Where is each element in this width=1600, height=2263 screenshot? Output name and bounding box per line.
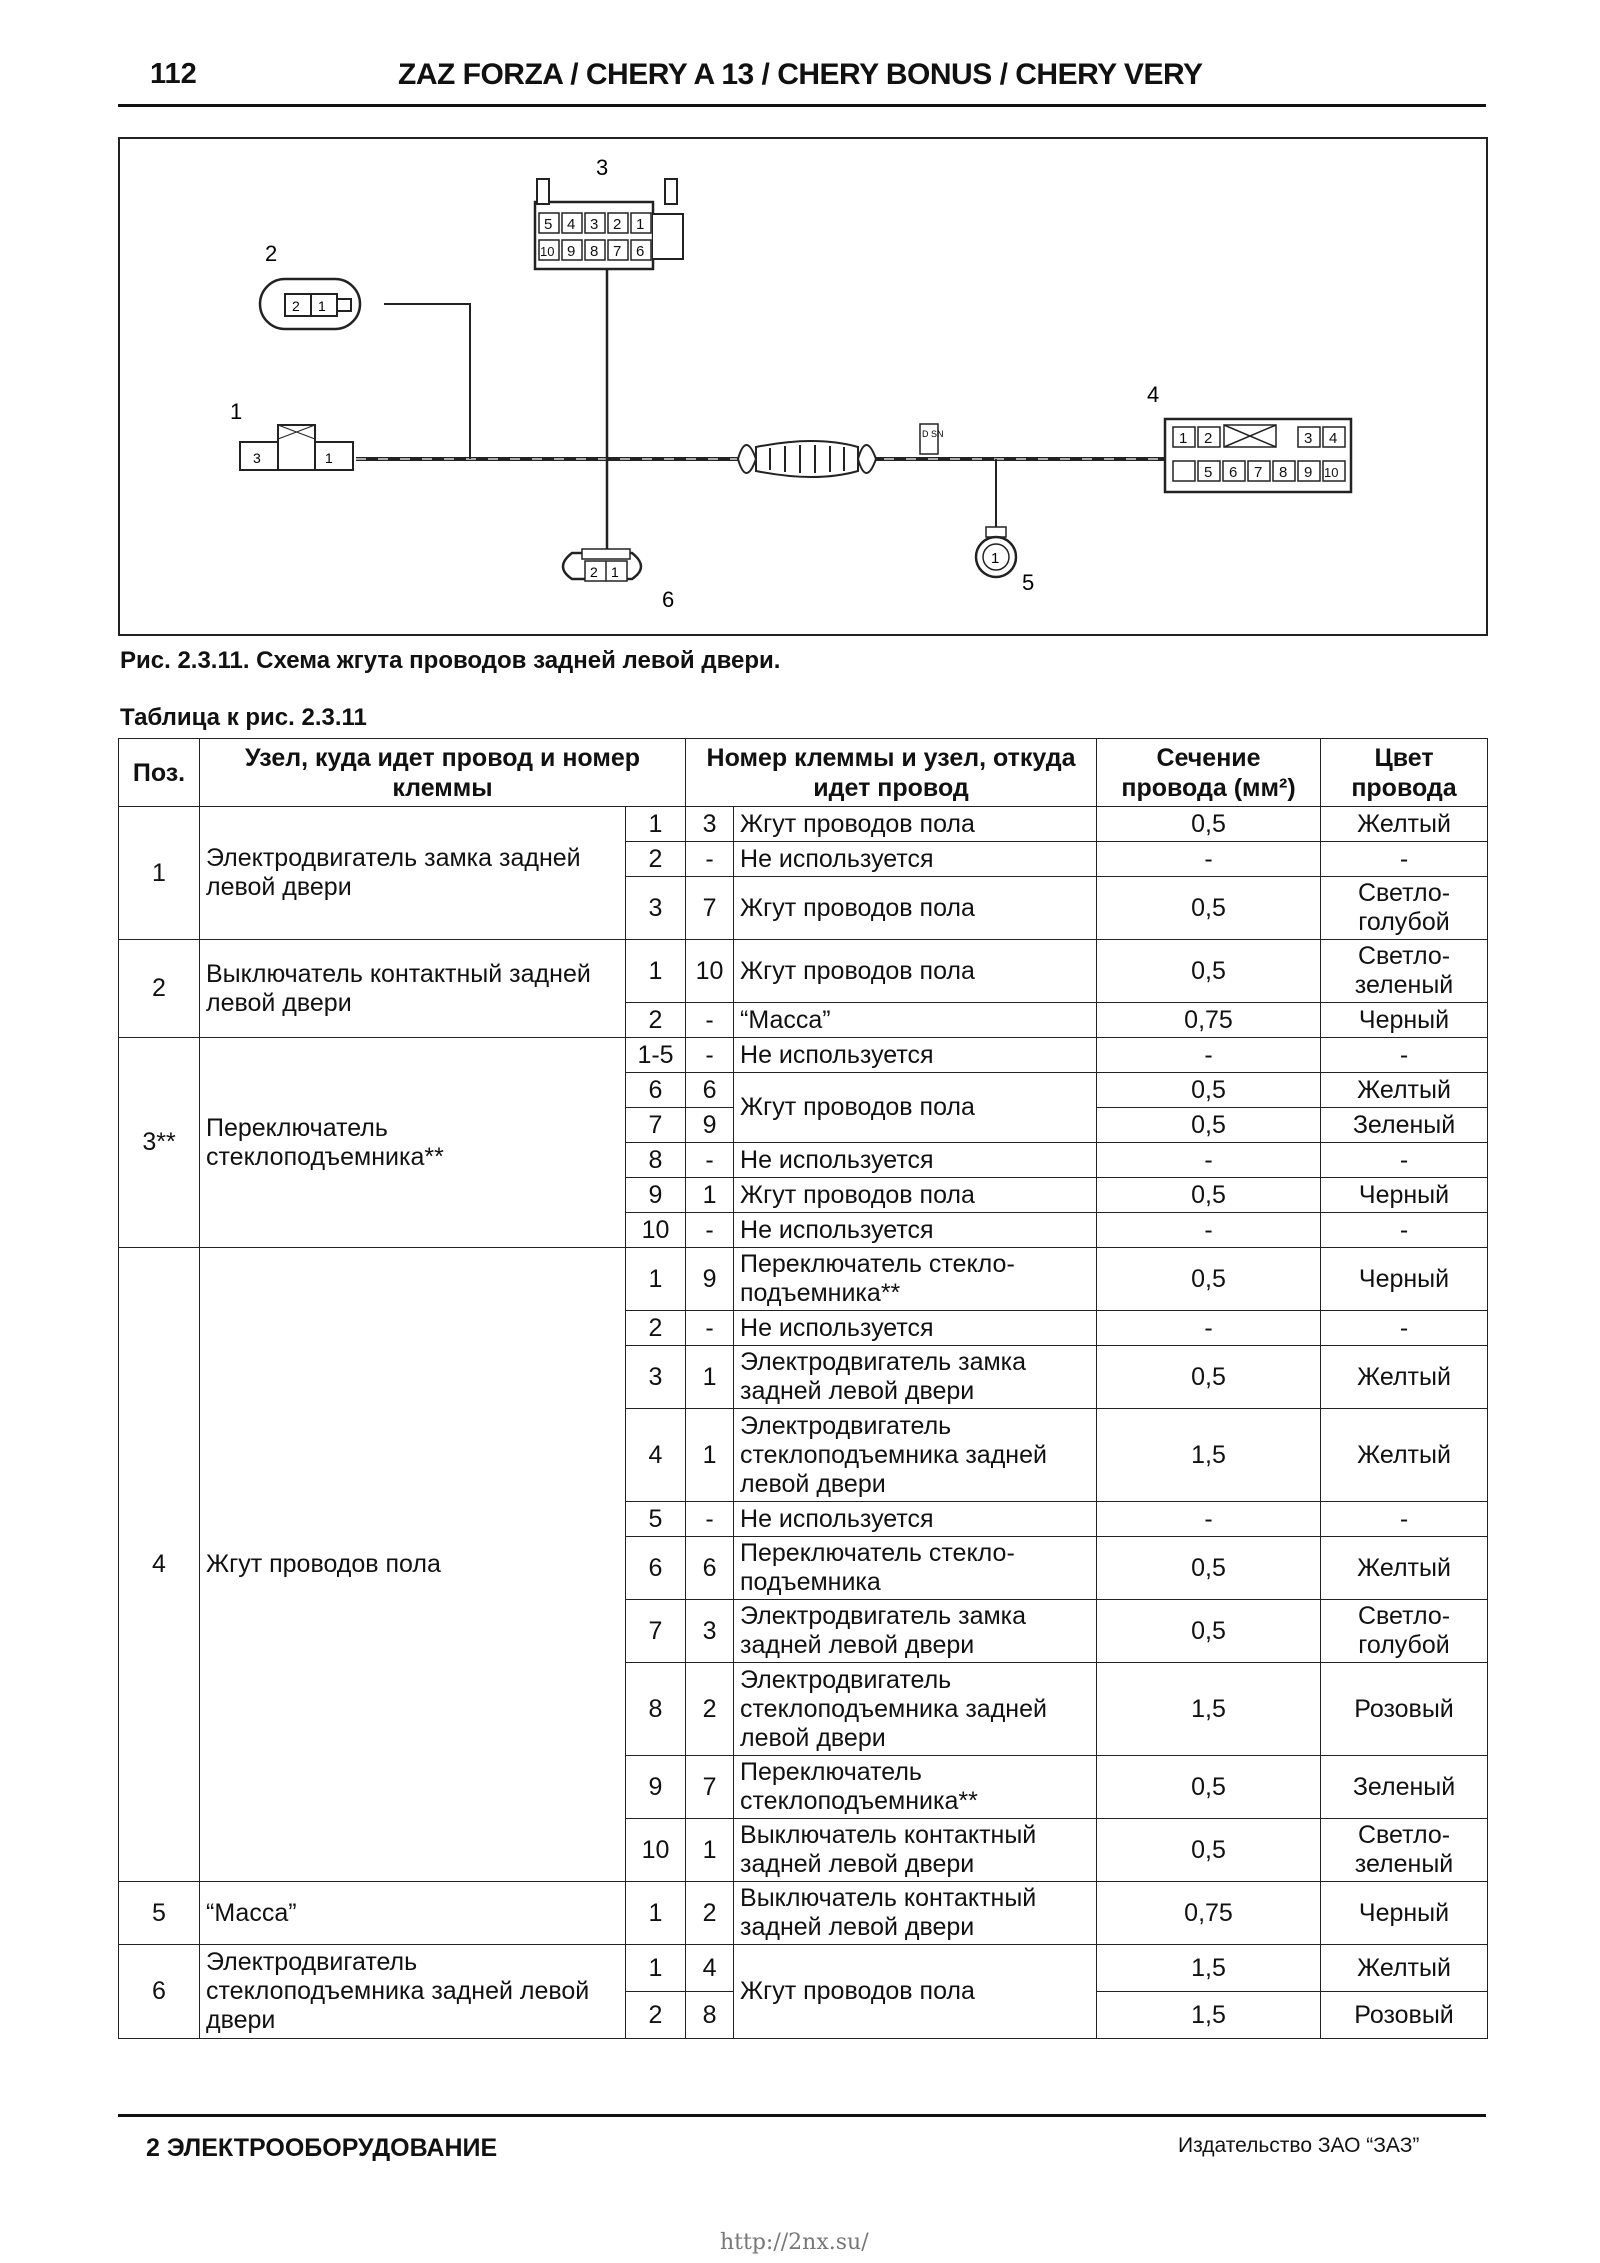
cell-color: - [1321, 1502, 1488, 1537]
cell-source-terminal: - [686, 1213, 734, 1248]
header-section: Сечение провода (мм²) [1097, 739, 1321, 807]
c4-pin: 1 [1179, 430, 1188, 447]
c4-pin: 3 [1304, 430, 1313, 447]
c3-pin: 2 [613, 216, 622, 233]
cell-color: Розовый [1321, 1992, 1488, 2039]
cell-terminal: 2 [626, 1992, 686, 2039]
section-title: 2 ЭЛЕКТРООБОРУДОВАНИЕ [146, 2134, 498, 2162]
cell-source-terminal: 3 [686, 1600, 734, 1663]
connector-1 [240, 425, 353, 470]
cell-from: Жгут проводов пола [734, 940, 1097, 1003]
connector-6-pin-a: 2 [590, 564, 598, 580]
connector-6 [563, 549, 641, 581]
c3-pin: 7 [613, 243, 622, 260]
cell-terminal: 10 [626, 1213, 686, 1248]
cell-source-terminal: 1 [686, 1346, 734, 1409]
cell-terminal: 1 [626, 940, 686, 1003]
connector-4 [1165, 419, 1351, 492]
header-from: Номер клеммы и узел, откуда идет провод [686, 739, 1097, 807]
cell-color: Черный [1321, 1248, 1488, 1311]
connector-2-pin-a: 2 [292, 298, 300, 314]
cell-source-terminal: 3 [686, 807, 734, 842]
table-header-row [119, 739, 1488, 807]
cell-terminal: 9 [626, 1756, 686, 1819]
cell-from: Жгут проводов пола [734, 1178, 1097, 1213]
cell-source-terminal: 6 [686, 1073, 734, 1108]
header-color: Цвет провода [1321, 739, 1488, 807]
cell-terminal: 1 [626, 1882, 686, 1945]
cell-color: Желтый [1321, 1537, 1488, 1600]
table-caption: Таблица к рис. 2.3.11 [120, 704, 367, 731]
cell-section: - [1097, 1038, 1321, 1073]
cell-color: Черный [1321, 1882, 1488, 1945]
cell-source-terminal: 4 [686, 1945, 734, 1992]
cell-from: Электродвигатель стеклоподъемника задней левой двери [734, 1409, 1097, 1502]
cell-color: - [1321, 1143, 1488, 1178]
label-5: 5 [1022, 570, 1035, 595]
cell-color: Желтый [1321, 1409, 1488, 1502]
cell-terminal: 7 [626, 1600, 686, 1663]
table-body [119, 807, 1488, 2039]
cell-section: 0,5 [1097, 1819, 1321, 1882]
cell-color: Желтый [1321, 807, 1488, 842]
label-1: 1 [230, 399, 243, 424]
cell-section: 0,5 [1097, 1537, 1321, 1600]
cell-section: 0,5 [1097, 807, 1321, 842]
cell-terminal: 6 [626, 1073, 686, 1108]
cell-pos: 6 [119, 1945, 200, 2039]
label-2: 2 [265, 241, 278, 266]
cell-section: - [1097, 1143, 1321, 1178]
cell-section: - [1097, 1213, 1321, 1248]
cell-section: - [1097, 1311, 1321, 1346]
c3-pin: 5 [544, 216, 553, 233]
header-unit: Узел, куда идет провод и номер клеммы [200, 739, 686, 807]
cell-from: Электродвигатель замка задней левой двери [734, 1600, 1097, 1663]
cell-color: Зеленый [1321, 1756, 1488, 1819]
cell-from: Жгут проводов пола [734, 1945, 1097, 2039]
connector-1-pin-b: 1 [325, 450, 333, 466]
cell-terminal: 8 [626, 1663, 686, 1756]
connector-2 [260, 279, 360, 329]
cell-section: 0,5 [1097, 1248, 1321, 1311]
cell-pos: 5 [119, 1882, 200, 1945]
cell-color: Светло-зеленый [1321, 1819, 1488, 1882]
cell-source-terminal: - [686, 1003, 734, 1038]
c3-pin: 9 [567, 243, 576, 260]
cell-terminal: 2 [626, 842, 686, 877]
cell-color: Светло-голубой [1321, 877, 1488, 940]
cell-from: Жгут проводов пола [734, 877, 1097, 940]
c3-pin: 1 [636, 216, 645, 233]
c4-pin: 2 [1204, 430, 1213, 447]
c3-pin: 4 [567, 216, 576, 233]
cell-from: “Масса” [734, 1003, 1097, 1038]
cell-terminal: 1-5 [626, 1038, 686, 1073]
cell-color: - [1321, 842, 1488, 877]
c4-pin: 7 [1254, 464, 1263, 481]
cell-source-terminal: - [686, 1502, 734, 1537]
cell-color: - [1321, 1038, 1488, 1073]
cell-source-terminal: 7 [686, 877, 734, 940]
door-grommet [738, 441, 876, 477]
cell-source-terminal: - [686, 1143, 734, 1178]
c4-pin: 4 [1329, 430, 1338, 447]
ground-terminal-5 [976, 527, 1016, 577]
cell-terminal: 7 [626, 1108, 686, 1143]
cell-from: Выключатель контактный задней левой двери [734, 1819, 1097, 1882]
connector-6-pin-b: 1 [611, 564, 619, 580]
cell-color: Светло-голубой [1321, 1600, 1488, 1663]
cell-from: Не используется [734, 1311, 1097, 1346]
wiring-diagram-frame [118, 137, 1488, 636]
cell-source-terminal: - [686, 842, 734, 877]
cell-terminal: 6 [626, 1537, 686, 1600]
cell-terminal: 1 [626, 1945, 686, 1992]
cell-pos: 1 [119, 807, 200, 940]
page-number: 112 [150, 58, 197, 90]
cell-color: - [1321, 1311, 1488, 1346]
c3-pin: 8 [590, 243, 599, 260]
cell-terminal: 4 [626, 1409, 686, 1502]
cell-section: - [1097, 1502, 1321, 1537]
label-4: 4 [1147, 382, 1160, 407]
cell-from: Жгут проводов пола [734, 1073, 1097, 1143]
cell-section: 1,5 [1097, 1409, 1321, 1502]
cell-from: Не используется [734, 1143, 1097, 1178]
cell-source-terminal: 7 [686, 1756, 734, 1819]
table-row [119, 807, 1488, 842]
c4-pin: 6 [1229, 464, 1238, 481]
cell-section: 0,5 [1097, 1600, 1321, 1663]
cell-source-terminal: - [686, 1311, 734, 1346]
header-rule [118, 104, 1486, 107]
cell-pos: 4 [119, 1248, 200, 1882]
cell-section: 0,5 [1097, 1178, 1321, 1213]
wiring-diagram [120, 139, 1486, 634]
table-row [119, 1945, 1488, 1992]
source-url: http://2nx.su/ [720, 2230, 869, 2255]
cell-from: Не используется [734, 1502, 1097, 1537]
cell-from: Переключатель стекло-подъемника** [734, 1248, 1097, 1311]
cell-section: 0,75 [1097, 1003, 1321, 1038]
ground-pin: 1 [991, 550, 1000, 567]
cell-terminal: 8 [626, 1143, 686, 1178]
cell-source-terminal: 1 [686, 1178, 734, 1213]
cell-unit: “Масса” [200, 1882, 626, 1945]
cell-section: 0,5 [1097, 940, 1321, 1003]
cell-section: - [1097, 842, 1321, 877]
cell-section: 1,5 [1097, 1945, 1321, 1992]
cell-color: - [1321, 1213, 1488, 1248]
cell-terminal: 3 [626, 1346, 686, 1409]
cell-section: 1,5 [1097, 1663, 1321, 1756]
cell-terminal: 5 [626, 1502, 686, 1537]
c4-pin: 10 [1324, 465, 1339, 480]
wire-tag [920, 424, 944, 454]
cell-from: Электродвигатель стеклоподъемника задней левой двери [734, 1663, 1097, 1756]
connector-3 [535, 179, 683, 269]
cell-from: Переключатель стеклоподъемника** [734, 1756, 1097, 1819]
connector-1-pin-a: 3 [253, 450, 261, 466]
table-row [119, 940, 1488, 1003]
wiring-table [118, 738, 1488, 2039]
cell-color: Светло-зеленый [1321, 940, 1488, 1003]
cell-from: Не используется [734, 1213, 1097, 1248]
c3-pin: 10 [540, 244, 555, 259]
cell-terminal: 2 [626, 1311, 686, 1346]
table-row [119, 1038, 1488, 1073]
cell-source-terminal: 1 [686, 1819, 734, 1882]
cell-pos: 3** [119, 1038, 200, 1248]
cell-color: Розовый [1321, 1663, 1488, 1756]
label-6: 6 [662, 587, 675, 612]
cell-color: Зеленый [1321, 1108, 1488, 1143]
cell-pos: 2 [119, 940, 200, 1038]
cell-section: 0,5 [1097, 1073, 1321, 1108]
cell-source-terminal: 9 [686, 1248, 734, 1311]
cell-unit: Выключатель контактный задней левой двери [200, 940, 626, 1038]
cell-unit: Переключатель стеклоподъемника** [200, 1038, 626, 1248]
c4-pin: 9 [1304, 464, 1313, 481]
cell-unit: Жгут проводов пола [200, 1248, 626, 1882]
publisher: Издательство ЗАО “ЗАЗ” [1178, 2134, 1420, 2157]
table-row [119, 1882, 1488, 1945]
cell-from: Электродвигатель замка задней левой двери [734, 1346, 1097, 1409]
connector-2-pin-b: 1 [318, 298, 326, 314]
cell-from: Выключатель контактный задней левой двери [734, 1882, 1097, 1945]
c3-pin: 3 [590, 216, 599, 233]
cell-section: 0,5 [1097, 877, 1321, 940]
table-row [119, 1248, 1488, 1311]
cell-source-terminal: 1 [686, 1409, 734, 1502]
cell-from: Не используется [734, 1038, 1097, 1073]
cell-terminal: 1 [626, 1248, 686, 1311]
cell-color: Черный [1321, 1178, 1488, 1213]
header-pos: Поз. [119, 739, 200, 807]
page-title: ZAZ FORZA / CHERY A 13 / CHERY BONUS / CHERY VERY [398, 58, 1203, 91]
c4-pin: 5 [1204, 464, 1213, 481]
cell-source-terminal: 2 [686, 1882, 734, 1945]
cell-terminal: 9 [626, 1178, 686, 1213]
cell-from: Не используется [734, 842, 1097, 877]
footer-rule [118, 2114, 1486, 2117]
cell-section: 0,75 [1097, 1882, 1321, 1945]
cell-section: 0,5 [1097, 1756, 1321, 1819]
cell-terminal: 2 [626, 1003, 686, 1038]
cell-color: Желтый [1321, 1945, 1488, 1992]
cell-unit: Электродвигатель замка задней левой двери [200, 807, 626, 940]
svg-text:D SN: D SN [922, 429, 944, 439]
cell-terminal: 10 [626, 1819, 686, 1882]
cell-section: 0,5 [1097, 1108, 1321, 1143]
cell-terminal: 3 [626, 877, 686, 940]
cell-source-terminal: 10 [686, 940, 734, 1003]
cell-color: Желтый [1321, 1073, 1488, 1108]
cell-terminal: 1 [626, 807, 686, 842]
cell-from: Переключатель стекло-подъемника [734, 1537, 1097, 1600]
cell-source-terminal: 6 [686, 1537, 734, 1600]
label-3: 3 [596, 155, 609, 180]
figure-caption: Рис. 2.3.11. Схема жгута проводов задней левой двери. [120, 647, 781, 674]
cell-source-terminal: 9 [686, 1108, 734, 1143]
cell-unit: Электродвигатель стеклоподъемника задней левой двери [200, 1945, 626, 2039]
cell-section: 0,5 [1097, 1346, 1321, 1409]
c3-pin: 6 [636, 243, 645, 260]
cell-from: Жгут проводов пола [734, 807, 1097, 842]
c4-pin: 8 [1279, 464, 1288, 481]
cell-color: Желтый [1321, 1346, 1488, 1409]
cell-source-terminal: 8 [686, 1992, 734, 2039]
cell-color: Черный [1321, 1003, 1488, 1038]
cell-source-terminal: 2 [686, 1663, 734, 1756]
cell-source-terminal: - [686, 1038, 734, 1073]
cell-section: 1,5 [1097, 1992, 1321, 2039]
